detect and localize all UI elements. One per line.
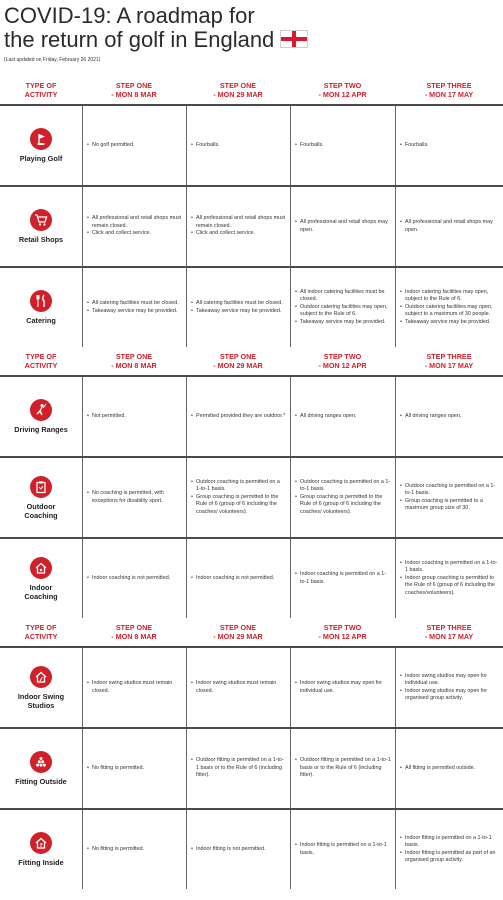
house-golf-icon bbox=[30, 832, 52, 854]
rule-cell bbox=[186, 810, 290, 889]
rule-item: • Outdoor coaching is permitted on a 1-to-1 basis. bbox=[295, 479, 391, 494]
rule-list bbox=[87, 846, 144, 853]
rule-list bbox=[191, 300, 283, 315]
rule-cell bbox=[186, 268, 290, 347]
header-step: STEP THREE - MON 17 MAY bbox=[424, 623, 474, 641]
rule-cell bbox=[395, 268, 503, 347]
rule-item: • Takeaway service may be provided. bbox=[295, 319, 391, 326]
rule-item: • Fourballs. bbox=[400, 142, 429, 149]
table-row bbox=[0, 375, 503, 456]
activity-label: Driving Ranges bbox=[14, 425, 68, 434]
header-type-of-activity: TYPE OF ACTIVITY bbox=[24, 81, 58, 99]
rule-cell bbox=[395, 539, 503, 618]
rule-item: • All professional and retail shops may open. bbox=[400, 219, 499, 234]
rule-item: • Group coaching is permitted to a maximum group size of 30. bbox=[400, 498, 499, 513]
rule-item: • Fourballs. bbox=[295, 142, 324, 149]
rule-cell bbox=[290, 729, 395, 808]
title-line-1: COVID-19: A roadmap for bbox=[4, 3, 255, 28]
header-step: STEP ONE - MON 29 MAR bbox=[213, 81, 263, 99]
rule-cell bbox=[395, 377, 503, 456]
rule-list bbox=[87, 765, 144, 772]
rule-cell bbox=[290, 268, 395, 347]
title-line-2 bbox=[4, 28, 484, 52]
rule-cell bbox=[395, 458, 503, 537]
rule-list bbox=[191, 142, 220, 149]
header-row bbox=[0, 347, 503, 375]
rule-cell bbox=[186, 377, 290, 456]
rule-list bbox=[87, 300, 179, 315]
ball-pyramid-icon bbox=[30, 751, 52, 773]
rule-list bbox=[400, 142, 429, 149]
header-step: STEP TWO - MON 12 APR bbox=[318, 623, 367, 641]
rule-list bbox=[295, 680, 391, 695]
golf-flag-icon bbox=[30, 128, 52, 150]
rule-item: • Outdoor fitting is permitted on a 1-to-1 basis or to the Rule of 6 (including fitter). bbox=[295, 757, 391, 779]
rule-item: • Outdoor coaching is permitted on a 1-to-1 basis. bbox=[400, 483, 499, 498]
rule-cell bbox=[186, 458, 290, 537]
rule-cell bbox=[82, 729, 186, 808]
england-flag-icon bbox=[280, 30, 308, 48]
rule-item: • Takeaway service may be provided. bbox=[400, 319, 499, 326]
header-step: STEP ONE - MON 8 MAR bbox=[111, 352, 157, 370]
activity-label: Fitting Inside bbox=[18, 858, 64, 867]
rule-item: • All professional and retail shops must remain closed. bbox=[87, 215, 182, 230]
rule-list bbox=[295, 842, 391, 857]
table-row bbox=[0, 104, 503, 185]
rule-cell bbox=[186, 106, 290, 185]
rule-item: • Outdoor catering facilities may open, subject to the Rule of 6. bbox=[295, 304, 391, 319]
rule-cell bbox=[395, 106, 503, 185]
header-step: STEP ONE - MON 8 MAR bbox=[111, 81, 157, 99]
rule-cell bbox=[82, 187, 186, 266]
rule-cell bbox=[82, 268, 186, 347]
rule-list bbox=[400, 289, 499, 326]
rule-cell bbox=[82, 377, 186, 456]
rule-list bbox=[295, 757, 391, 779]
activity-label: Retail Shops bbox=[18, 235, 64, 244]
rule-item: • Group coaching is permitted to the Rule of 6 (group of 6 including the coaches/ volunteers). bbox=[191, 494, 286, 516]
rule-cell bbox=[290, 377, 395, 456]
rule-cell bbox=[186, 187, 290, 266]
rule-item: • No golf permitted. bbox=[87, 142, 135, 149]
rule-list bbox=[400, 560, 499, 597]
rule-item: • Indoor group coaching is permitted to the Rule of 6 (group of 6 including the coaches/volunteers). bbox=[400, 575, 499, 597]
rule-list bbox=[295, 413, 356, 420]
rule-item: • All driving ranges open. bbox=[295, 413, 356, 420]
rule-list bbox=[191, 215, 286, 237]
clipboard-icon bbox=[30, 476, 52, 498]
rule-list bbox=[87, 680, 182, 695]
rule-cell bbox=[395, 729, 503, 808]
rule-item: • Indoor coaching is not permitted. bbox=[87, 575, 170, 582]
activity-label: Indoor Swing Studios bbox=[17, 691, 65, 710]
table-row bbox=[0, 646, 503, 727]
rule-cell bbox=[395, 648, 503, 727]
rule-item: • Indoor swing studios may open for organised group activity. bbox=[400, 688, 499, 703]
rule-item: • No fitting is permitted. bbox=[87, 846, 144, 853]
rule-cell bbox=[82, 106, 186, 185]
header-step: STEP ONE - MON 29 MAR bbox=[213, 352, 263, 370]
rule-item: • Indoor fitting is permitted as part of an organised group activity. bbox=[400, 850, 499, 865]
header-step: STEP ONE - MON 8 MAR bbox=[111, 623, 157, 641]
rule-item: • Outdoor catering facilities may open, subject to a maximum of 30 people. bbox=[400, 304, 499, 319]
rule-item: • No fitting is permitted. bbox=[87, 765, 144, 772]
rule-item: • Outdoor coaching is permitted on a 1-to-1 basis. bbox=[191, 479, 286, 494]
rule-item: • No coaching is permitted, with exceptions for disability sport. bbox=[87, 490, 182, 505]
rule-cell bbox=[82, 539, 186, 618]
rule-list bbox=[191, 846, 266, 853]
rule-cell bbox=[186, 648, 290, 727]
rule-list bbox=[191, 680, 286, 695]
rule-item: • Indoor fitting is permitted on a 1-to-1 basis. bbox=[400, 835, 499, 850]
header-step: STEP TWO - MON 12 APR bbox=[318, 81, 367, 99]
rule-cell bbox=[290, 539, 395, 618]
rule-list bbox=[400, 835, 499, 865]
table-row bbox=[0, 727, 503, 808]
rule-item: • Takeaway service may be provided. bbox=[191, 308, 283, 315]
rule-list bbox=[87, 413, 126, 420]
rule-item: • Indoor fitting is not permitted. bbox=[191, 846, 266, 853]
rule-item: • Indoor swing studios may open for individual use. bbox=[295, 680, 391, 695]
roadmap-table bbox=[0, 76, 503, 889]
rule-list bbox=[295, 479, 391, 516]
rule-item: • Group coaching is permitted to the Rule of 6 (group of 6 including the coaches/ volunteers). bbox=[295, 494, 391, 516]
rule-item: • All driving ranges open. bbox=[400, 413, 461, 420]
rule-cell bbox=[82, 810, 186, 889]
rule-item: • Click and collect service. bbox=[191, 230, 286, 237]
activity-label: Outdoor Coaching bbox=[24, 501, 58, 520]
rule-list bbox=[400, 483, 499, 513]
rule-list bbox=[191, 575, 274, 582]
rule-item: • Indoor fitting is permitted on a 1-to-1 basis. bbox=[295, 842, 391, 857]
rule-list bbox=[191, 757, 286, 779]
table-row bbox=[0, 266, 503, 347]
activity-label: Fitting Outside bbox=[15, 777, 67, 786]
rule-cell bbox=[186, 539, 290, 618]
rule-list bbox=[295, 289, 391, 326]
rule-list bbox=[400, 413, 461, 420]
rule-list bbox=[295, 219, 391, 234]
rule-list bbox=[87, 142, 135, 149]
rule-item: • Indoor swing studios must remain closed. bbox=[87, 680, 182, 695]
rule-list bbox=[400, 673, 499, 703]
rule-cell bbox=[82, 648, 186, 727]
rule-cell bbox=[395, 810, 503, 889]
rule-item: • Indoor coaching is permitted on a 1-to-1 basis. bbox=[295, 571, 391, 586]
golf-swing-icon bbox=[30, 399, 52, 421]
rule-item: • Indoor coaching is not permitted. bbox=[191, 575, 274, 582]
house-swing-icon bbox=[30, 666, 52, 688]
header-step: STEP TWO - MON 12 APR bbox=[318, 352, 367, 370]
title-line-2-text: the return of golf in England bbox=[4, 27, 275, 52]
fork-knife-icon bbox=[30, 290, 52, 312]
activity-label: Catering bbox=[26, 316, 56, 325]
rule-item: • Click and collect service. bbox=[87, 230, 182, 237]
activity-cell bbox=[0, 106, 82, 185]
activity-cell bbox=[0, 187, 82, 266]
rule-list bbox=[295, 571, 391, 586]
rule-item: • Indoor swing studios must remain closed. bbox=[191, 680, 286, 695]
rule-item: • Indoor catering facilities may open, subject to the Rule of 6. bbox=[400, 289, 499, 304]
rule-list bbox=[87, 575, 170, 582]
header-type-of-activity: TYPE OF ACTIVITY bbox=[24, 352, 58, 370]
activity-label: Playing Golf bbox=[19, 154, 63, 163]
activity-cell bbox=[0, 810, 82, 889]
activity-cell bbox=[0, 729, 82, 808]
table-row bbox=[0, 808, 503, 889]
activity-cell bbox=[0, 268, 82, 347]
header-step: STEP THREE - MON 17 MAY bbox=[424, 352, 474, 370]
rule-list bbox=[191, 413, 285, 420]
activity-label: Indoor Coaching bbox=[24, 582, 58, 601]
rule-item: • Outdoor fitting is permitted on a 1-to-1 basis or to the Rule of 6 (including fitter). bbox=[191, 757, 286, 779]
header-row bbox=[0, 76, 503, 104]
table-row bbox=[0, 537, 503, 618]
rule-cell bbox=[186, 729, 290, 808]
rule-item: • Permitted provided they are outdoor.* bbox=[191, 413, 285, 420]
rule-item: • Indoor coaching is permitted on a 1-to-1 basis. bbox=[400, 560, 499, 575]
header-step: STEP ONE - MON 29 MAR bbox=[213, 623, 263, 641]
activity-cell bbox=[0, 648, 82, 727]
rule-cell bbox=[290, 458, 395, 537]
last-updated-note: (Last updated on Friday, February 26 2021) bbox=[4, 57, 101, 63]
rule-list bbox=[295, 142, 324, 149]
rule-cell bbox=[290, 810, 395, 889]
rule-cell bbox=[290, 106, 395, 185]
house-icon bbox=[30, 557, 52, 579]
header-type-of-activity: TYPE OF ACTIVITY bbox=[24, 623, 58, 641]
activity-cell bbox=[0, 377, 82, 456]
rule-item: • Indoor swing studios may open for individual use. bbox=[400, 673, 499, 688]
rule-cell bbox=[290, 187, 395, 266]
rule-list bbox=[400, 765, 475, 772]
shopping-cart-icon bbox=[30, 209, 52, 231]
rule-item: • All catering facilities must be closed. bbox=[87, 300, 179, 307]
rule-cell bbox=[290, 648, 395, 727]
rule-item: • All professional and retail shops must remain closed. bbox=[191, 215, 286, 230]
activity-cell bbox=[0, 539, 82, 618]
rule-item: • All professional and retail shops may open. bbox=[295, 219, 391, 234]
rule-item: • All catering facilities must be closed. bbox=[191, 300, 283, 307]
table-row bbox=[0, 456, 503, 537]
page-title bbox=[4, 4, 484, 52]
rule-item: • Fourballs. bbox=[191, 142, 220, 149]
table-row bbox=[0, 185, 503, 266]
activity-cell bbox=[0, 458, 82, 537]
header-step: STEP THREE - MON 17 MAY bbox=[424, 81, 474, 99]
rule-item: • All indoor catering facilities must be closed. bbox=[295, 289, 391, 304]
rule-item: • Takeaway service may be provided. bbox=[87, 308, 179, 315]
rule-item: • All fitting is permitted outside. bbox=[400, 765, 475, 772]
rule-cell bbox=[82, 458, 186, 537]
rule-list bbox=[87, 490, 182, 505]
rule-list bbox=[400, 219, 499, 234]
rule-item: • Not permitted. bbox=[87, 413, 126, 420]
header-row bbox=[0, 618, 503, 646]
rule-cell bbox=[395, 187, 503, 266]
rule-list bbox=[87, 215, 182, 237]
rule-list bbox=[191, 479, 286, 516]
